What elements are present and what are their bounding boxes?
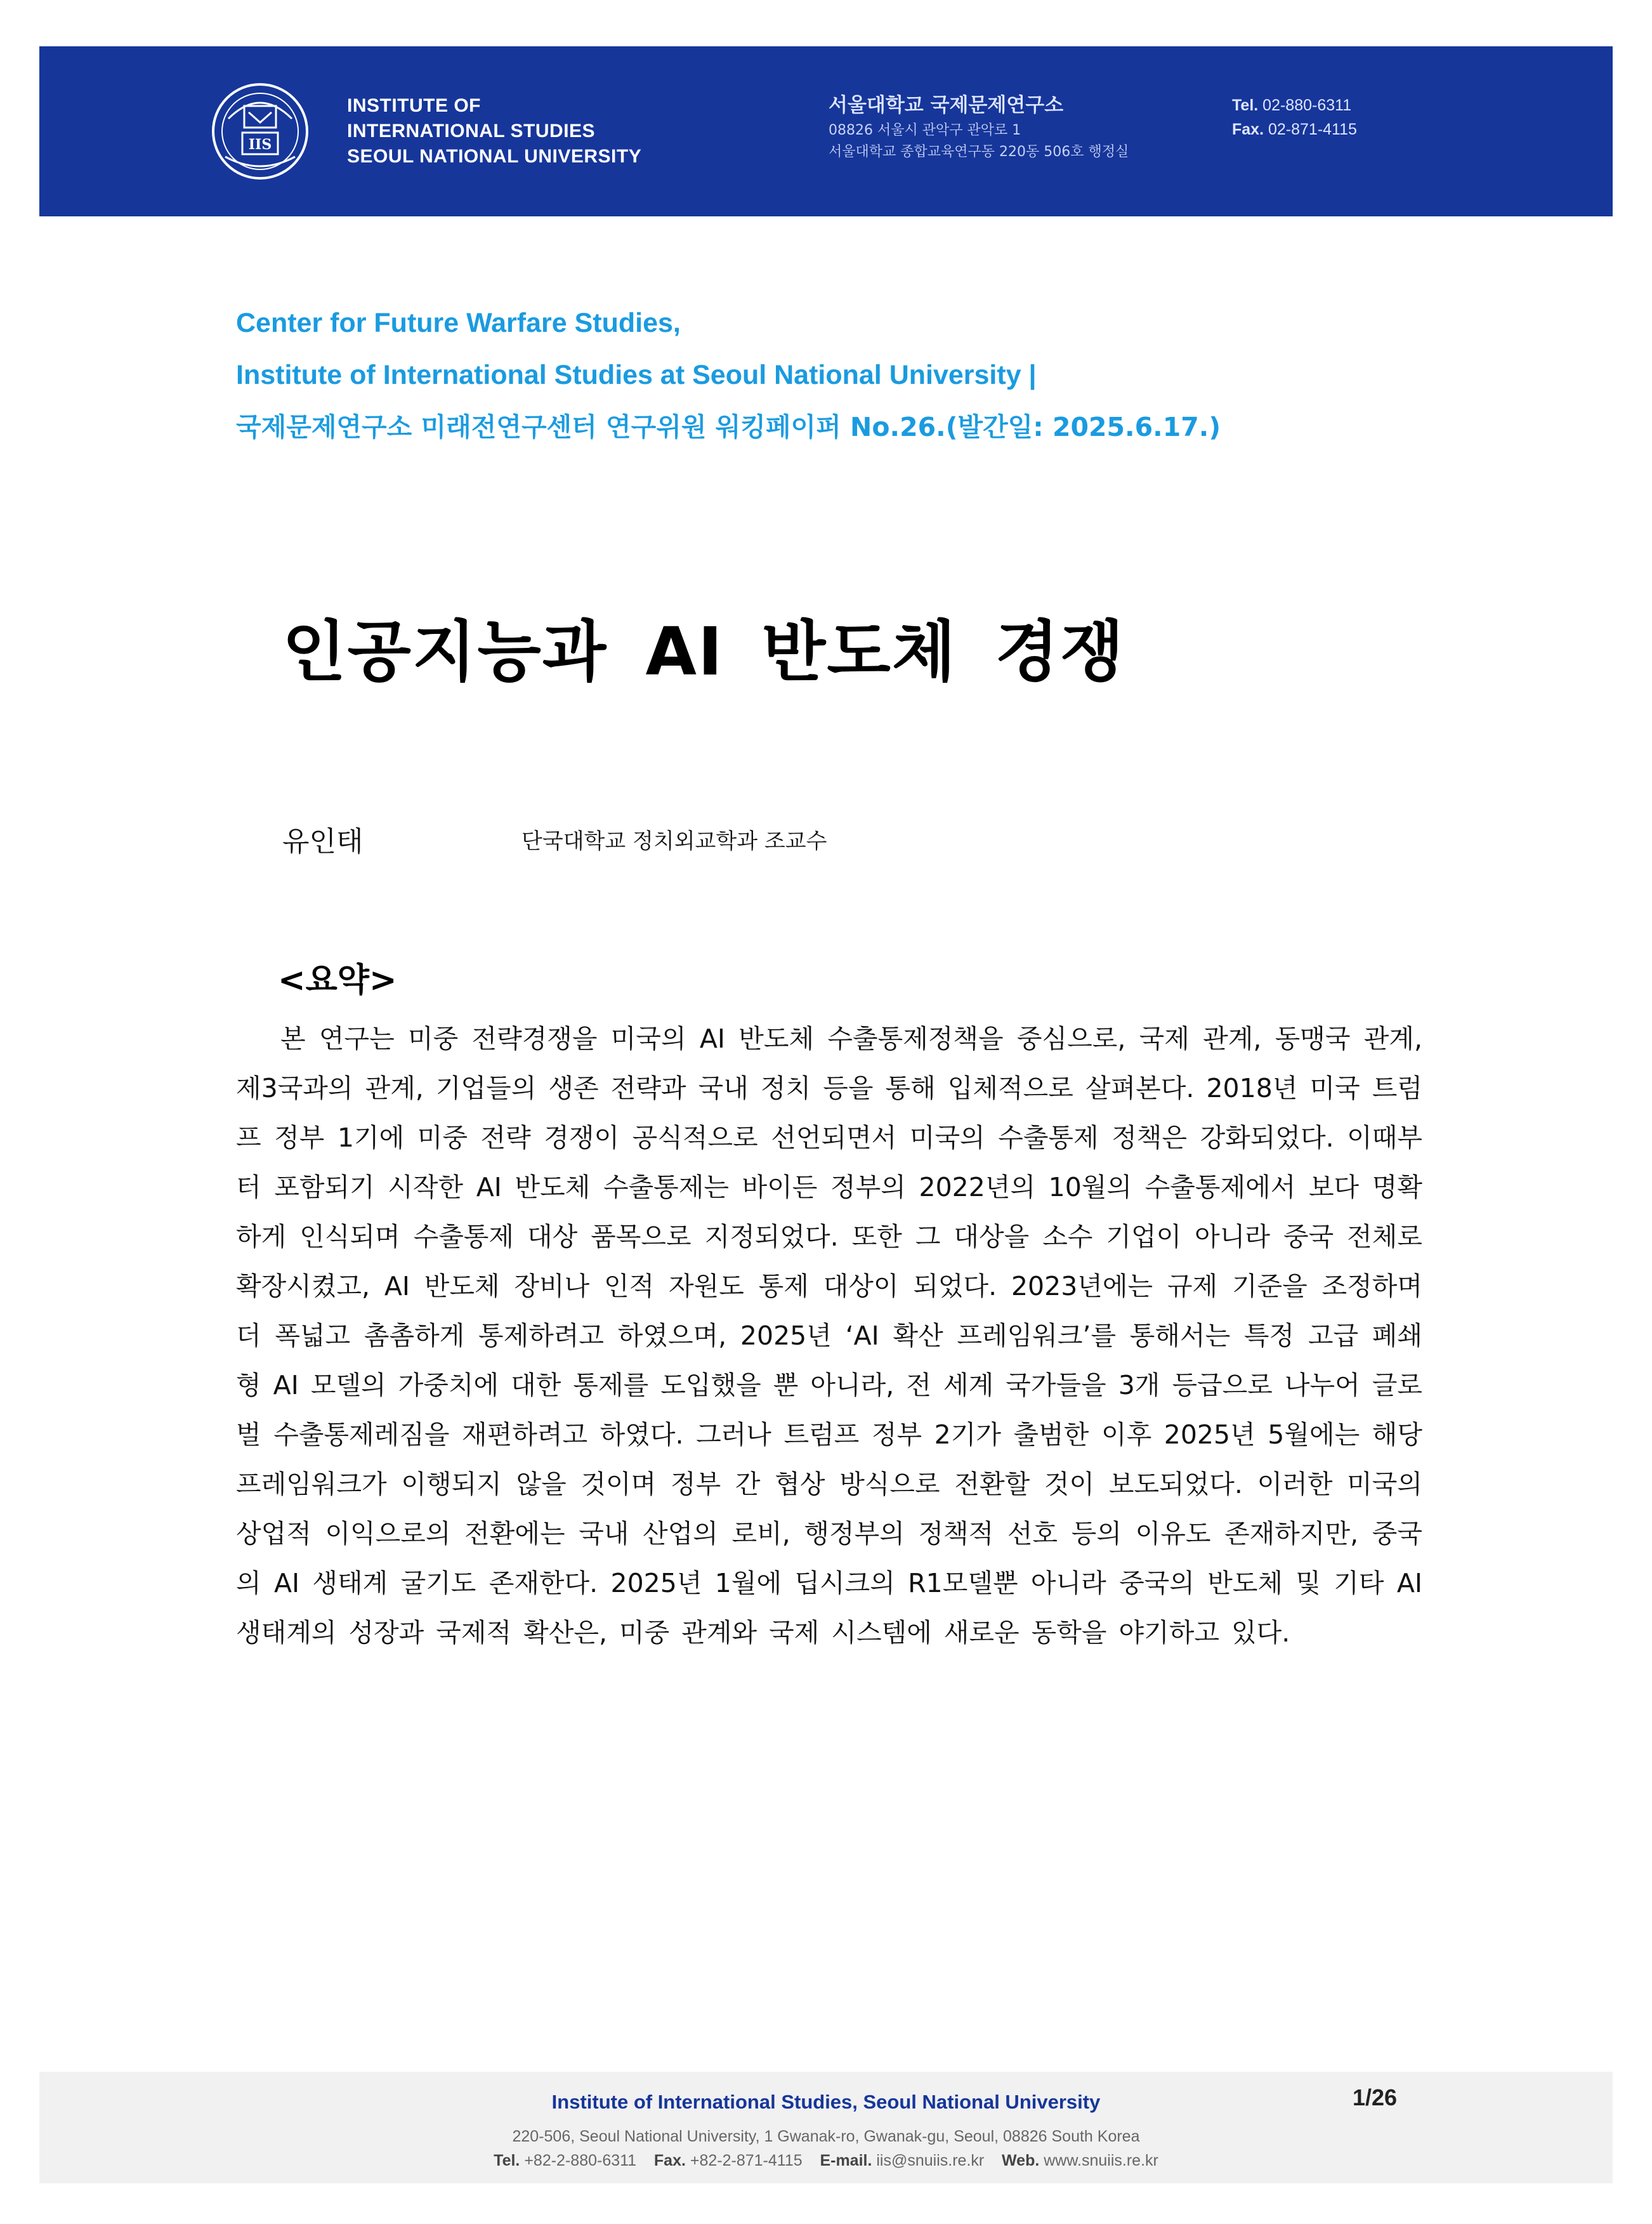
footer [39,2072,1613,2183]
abstract-body [236,1014,1422,1657]
series-line-1: Center for Future Warfare Studies, [236,308,681,338]
series-info [236,297,1221,453]
address-kr-line-1: 08826 서울시 관악구 관악로 1 [829,122,1021,138]
institute-name-en [347,93,641,169]
header-contact [1232,93,1357,141]
abstract-paragraph: 본 연구는 미중 전략경쟁을 미국의 AI 반도체 수출통제정책을 중심으로, 국제 관계, 동맹국 관계, 제3국과의 관계, 기업들의 생존 전략과 국내 정치 등을 통해 입체적으로 살펴본다. 2018년 미국 트럼프 정부 1기에 미중 전략 경쟁이 공식적으로 선언되면서 미국의 수출통제 정책은 강화되었다. 이때부터 포함되기 시작한 AI 반도체 수출통제는 바이든 정부의 2022년의 10월의 수출통제에서 보다 명확하게 인식되며 수출통제 대상 품목으로 지정되었다. 또한 그 대상을 소수 기업이 아니라 중국 전체로 확장시켰고, AI 반도체 장비나 인적 자원도 통제 대상이 되었다. 2023년에는 규제 기준을 조정하며 더 폭넓고 촘촘하게 통제하려고 하였으며, 2025년 ‘AI 확산 프레임워크’를 통해서는 특정 고급 폐쇄형 AI 모델의 가중치에 대한 통제를 도입했을 뿐 아니라, 전 세계 국가들을 3개 등급으로 나누어 글로벌 수출통제레짐을 재편하려고 하였다. 그러나 트럼프 정부 2기가 출범한 이후 2025년 5월에는 해당 프레임워크가 이행되지 않을 것이며 정부 간 협상 방식으로 전환할 것이 보도되었다. 이러한 미국의 상업적 이익으로의 전환에는 국내 산업의 로비, 행정부의 정책적 선호 등의 이유도 존재하지만, 중국의 AI 생태계 굴기도 존재한다. 2025년 1월에 딥시크의 R1모델뿐 아니라 중국의 반도체 및 기타 AI 생태계의 성장과 국제적 확산은, 미중 관계와 국제 시스템에 새로운 동학을 야기하고 있다. [236,1023,1422,1648]
abstract-heading: <요약> [278,961,397,999]
address-kr-line-2: 서울대학교 종합교육연구동 220동 506호 행정실 [829,144,1129,160]
snu-iis-logo-icon [209,81,311,182]
fax-label: Fax. [1232,121,1264,138]
logo-text: IIS [248,136,272,153]
footer-fax: +82-2-871-4115 [690,2152,803,2169]
tel-label: Tel. [1232,96,1259,114]
institute-name-en-line: INTERNATIONAL STUDIES [347,121,596,141]
footer-email-link[interactable]: iis@snuiis.re.kr [876,2152,985,2169]
footer-web-label: Web. [1002,2152,1040,2169]
series-line-2: Institute of International Studies at Seoul National University | [236,360,1037,390]
author-affiliation: 단국대학교 정치외교학과 조교수 [521,829,827,854]
footer-contact [39,2152,1613,2170]
paper-title: 인공지능과 AI 반도체 경쟁 [282,613,1125,690]
footer-web-link[interactable]: www.snuiis.re.kr [1044,2152,1158,2169]
institute-name-kr-block [829,91,1129,163]
fax-number: 02-871-4115 [1268,121,1357,138]
footer-address: 220-506, Seoul National University, 1 Gwanak-ro, Gwanak-gu, Seoul, 08826 South Korea [512,2128,1140,2145]
footer-fax-label: Fax. [653,2152,686,2169]
institute-name-en-line: INSTITUTE OF [347,95,481,116]
footer-email-label: E-mail. [820,2152,872,2169]
header-band [39,46,1613,216]
institute-name-en-line: SEOUL NATIONAL UNIVERSITY [347,146,642,167]
author-name: 유인태 [282,826,364,858]
tel-number: 02-880-6311 [1262,96,1352,114]
page-number: 1/26 [1353,2084,1398,2110]
footer-tel: +82-2-880-6311 [524,2152,637,2169]
footer-tel-label: Tel. [494,2152,520,2169]
footer-title: Institute of International Studies, Seoul National University [551,2091,1101,2113]
institute-name-kr: 서울대학교 국제문제연구소 [829,94,1064,117]
series-line-3: 국제문제연구소 미래전연구센터 연구위원 워킹페이퍼 No.26.(발간일: 2025.6.17.) [236,412,1221,442]
